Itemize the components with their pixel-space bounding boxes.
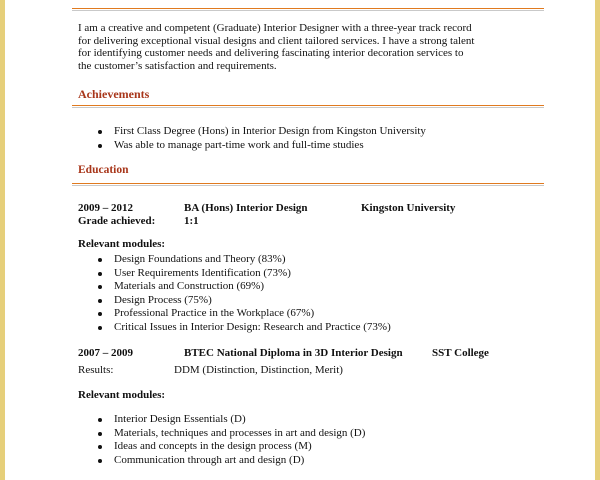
achievements-heading: Achievements bbox=[78, 87, 150, 101]
section-divider-education bbox=[72, 183, 544, 186]
edu2-modules-list bbox=[94, 413, 534, 467]
list-item: User Requirements Identification (73%) bbox=[94, 267, 534, 281]
list-item: Design Foundations and Theory (83%) bbox=[94, 253, 534, 267]
edu1-grade-value: 1:1 bbox=[184, 215, 199, 227]
list-item: Critical Issues in Interior Design: Research and Practice (73%) bbox=[94, 321, 534, 335]
list-item: Design Process (75%) bbox=[94, 294, 534, 308]
edu2-institution: SST College bbox=[432, 347, 489, 359]
list-item: First Class Degree (Hons) in Interior Design from Kingston University bbox=[94, 125, 534, 139]
edu1-degree: BA (Hons) Interior Design bbox=[184, 202, 308, 214]
list-item: Professional Practice in the Workplace (67%) bbox=[94, 307, 534, 321]
list-item: Ideas and concepts in the design process (M) bbox=[94, 440, 534, 454]
section-divider-top bbox=[72, 8, 544, 11]
list-item: Materials and Construction (69%) bbox=[94, 280, 534, 294]
list-item: Communication through art and design (D) bbox=[94, 454, 534, 468]
edu1-institution: Kingston University bbox=[361, 202, 456, 214]
edu2-results-label: Results: bbox=[78, 364, 114, 376]
resume-page bbox=[5, 0, 595, 480]
section-divider-achievements bbox=[72, 105, 544, 108]
edu1-years: 2009 – 2012 bbox=[78, 202, 133, 214]
profile-summary: I am a creative and competent (Graduate) Interior Designer with a three-year track record for delivering exceptional visual designs and client tailored services. I have a strong talent for identifying customer needs and delivering fascinating interior decoration services to the customer’s satisfaction and requirements. bbox=[78, 22, 475, 72]
edu1-grade-label: Grade achieved: bbox=[78, 215, 156, 227]
edu2-years: 2007 – 2009 bbox=[78, 347, 133, 359]
edu2-modules-label: Relevant modules: bbox=[78, 389, 166, 401]
list-item: Materials, techniques and processes in art and design (D) bbox=[94, 427, 534, 441]
edu1-modules-list bbox=[94, 253, 534, 334]
list-item: Interior Design Essentials (D) bbox=[94, 413, 534, 427]
education-heading: Education bbox=[78, 164, 129, 176]
edu1-modules-label: Relevant modules: bbox=[78, 238, 166, 250]
list-item: Was able to manage part-time work and full-time studies bbox=[94, 139, 534, 153]
achievements-list bbox=[94, 125, 534, 152]
edu2-results-value: DDM (Distinction, Distinction, Merit) bbox=[174, 364, 343, 376]
edu2-degree: BTEC National Diploma in 3D Interior Design bbox=[184, 347, 403, 359]
